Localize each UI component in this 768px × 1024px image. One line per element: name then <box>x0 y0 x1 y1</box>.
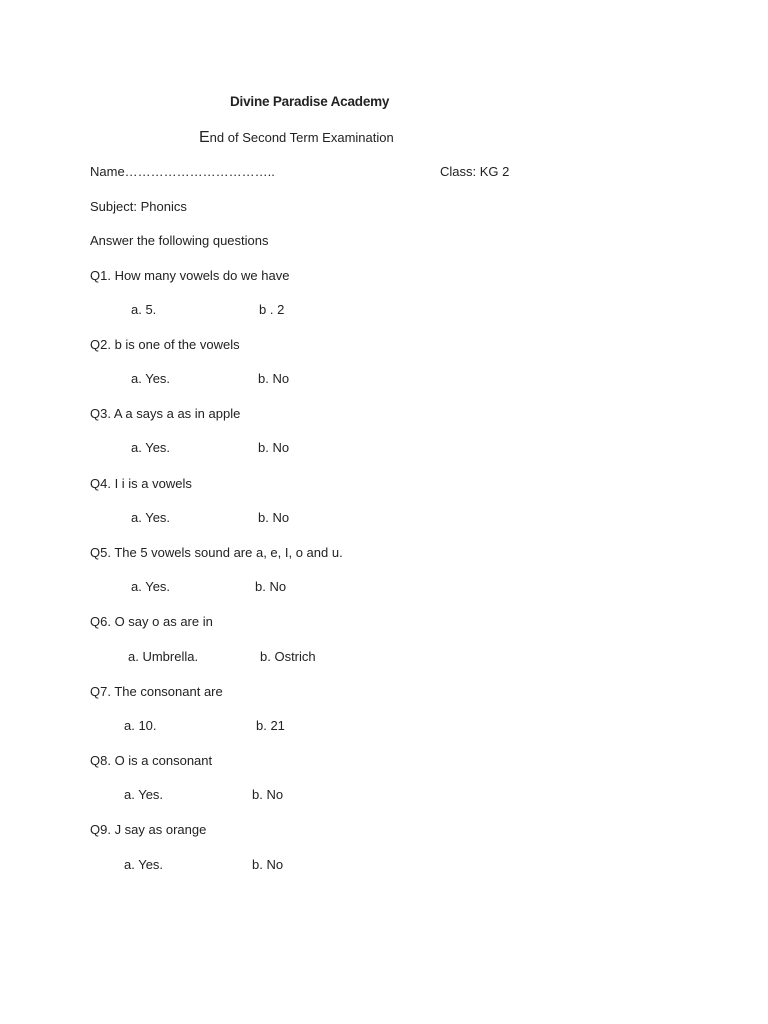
option-b: b. No <box>258 510 290 525</box>
option-b: b. Ostrich <box>260 649 316 664</box>
option-b: b . 2 <box>259 302 285 317</box>
name-field-label: Name…………………………….. <box>90 164 275 179</box>
question-text: Q3. A a says a as in apple <box>90 406 241 421</box>
option-a: a. 5. <box>131 302 157 317</box>
exam-title-initial: E <box>199 129 210 146</box>
option-a: a. Yes. <box>131 371 171 386</box>
question-text: Q1. How many vowels do we have <box>90 268 290 283</box>
option-b: b. No <box>252 857 284 872</box>
exam-title-rest: nd of Second Term Examination <box>209 130 394 145</box>
exam-title <box>199 130 394 146</box>
question-text: Q8. O is a consonant <box>90 753 213 768</box>
question-text: Q9. J say as orange <box>90 822 207 837</box>
option-b: b. No <box>255 579 287 594</box>
question-text: Q2. b is one of the vowels <box>90 337 240 352</box>
option-a: a. Yes. <box>124 857 164 872</box>
option-b: b. 21 <box>256 718 285 733</box>
question-text: Q6. O say o as are in <box>90 614 213 629</box>
question-text: Q5. The 5 vowels sound are a, e, I, o and u. <box>90 545 343 560</box>
option-a: a. Umbrella. <box>128 649 199 664</box>
option-a: a. Yes. <box>131 510 171 525</box>
instruction-text: Answer the following questions <box>90 233 269 248</box>
option-b: b. No <box>258 371 290 386</box>
option-a: a. Yes. <box>124 787 164 802</box>
class-label: Class: KG 2 <box>440 164 510 179</box>
school-title: Divine Paradise Academy <box>230 94 390 109</box>
option-a: a. Yes. <box>131 440 171 455</box>
option-b: b. No <box>252 787 284 802</box>
option-a: a. Yes. <box>131 579 171 594</box>
question-text: Q4. I i is a vowels <box>90 476 192 491</box>
option-a: a. 10. <box>124 718 157 733</box>
question-text: Q7. The consonant are <box>90 684 223 699</box>
subject-label: Subject: Phonics <box>90 199 187 214</box>
option-b: b. No <box>258 440 290 455</box>
